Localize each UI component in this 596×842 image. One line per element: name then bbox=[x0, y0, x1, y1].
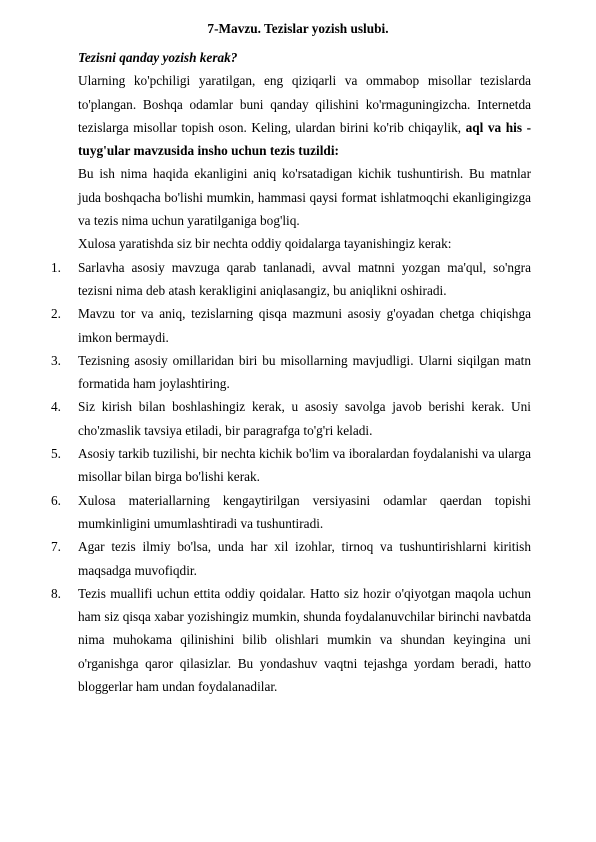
section-subtitle: Tezisni qanday yozish kerak? bbox=[78, 50, 238, 65]
list-item bbox=[51, 489, 531, 536]
list-item bbox=[51, 442, 531, 489]
intro-text: Ularning ko'pchiligi yaratilgan, eng qiziqarli va ommabop misollar tezislarda to'plangan. Boshqa odamlar buni qanday qilishini ko'rmaguningizcha. Internetda tezislarga misollar topish oson. Keling, ulardan birini ko'rib chiqaylik, bbox=[78, 73, 531, 135]
list-item-number: 4. bbox=[51, 399, 61, 415]
list-item bbox=[51, 302, 531, 349]
list-item-text: Tezisning asosiy omillaridan biri bu misollarning mavjudligi. Ularni siqilgan matn formatida ham joylashtiring. bbox=[78, 352, 531, 392]
list-item-number: 3. bbox=[51, 352, 61, 368]
document-title: 7-Mavzu. Tezislar yozish uslubi. bbox=[207, 21, 389, 36]
list-item-number: 2. bbox=[51, 306, 61, 322]
list-item bbox=[51, 395, 531, 442]
list-item bbox=[51, 256, 531, 303]
list-item-number: 1. bbox=[51, 259, 61, 275]
list-item-text: Siz kirish bilan boshlashingiz kerak, u asosiy savolga javob berishi kerak. Uni cho'zmaslik tavsiya etiladi, bir paragrafga to'g'ri keladi. bbox=[78, 399, 531, 438]
list-item-text: Xulosa materiallarning kengaytirilgan versiyasini odamlar qaerdan topishi mumkinligini umumlashtiradi va tushuntiradi. bbox=[78, 492, 531, 531]
list-item-number: 5. bbox=[51, 446, 61, 462]
document-body bbox=[51, 46, 531, 698]
list-item-number: 8. bbox=[51, 585, 61, 601]
list-item-number: 7. bbox=[51, 539, 61, 555]
list-item-text: Tezis muallifi uchun ettita oddiy qoidalar. Hatto siz hozir o'qiyotgan maqola uchun ham siz qisqa xabar yozishingiz mumkin, shunda foydalanuvchilar birinchi navbatda nima muhokama qilinishini bilib olishlari mumkin va shundan keyingina uni o'rganishga qaror qilasizlar. Bu yondashuv vaqtni tejashga yordam beradi, hatto bloggerlar ham undan foydalanadilar. bbox=[78, 585, 531, 695]
rules-intro-paragraph: Xulosa yaratishda siz bir nechta oddiy qoidalarga tayanishingiz kerak: bbox=[78, 236, 452, 252]
rules-list bbox=[51, 256, 531, 699]
list-item-text: Asosiy tarkib tuzilishi, bir nechta kichik bo'lim va iboralardan foydalanishi va ularga misollar bilan birga bo'lishi kerak. bbox=[78, 446, 531, 485]
list-item bbox=[51, 535, 531, 582]
list-item-text: Mavzu tor va aniq, tezislarning qisqa mazmuni asosiy g'oyadan chetga chiqishga imkon bermaydi. bbox=[78, 306, 531, 345]
list-item bbox=[51, 349, 531, 396]
intro-paragraph bbox=[78, 69, 531, 162]
explanation-paragraph: Bu ish nima haqida ekanligini aniq ko'rsatadigan kichik tushuntirish. Bu matnlar juda boshqacha bo'lishi mumkin, hammasi qaysi format ishlatmoqchi ekanligingizga va tezis nima uchun yaratilganiga bog'liq. bbox=[78, 166, 531, 229]
list-item bbox=[51, 582, 531, 698]
list-item-text: Agar tezis ilmiy bo'lsa, unda har xil izohlar, tirnoq va tushuntirishlarni kiritish maqsadga muvofiqdir. bbox=[78, 539, 531, 578]
list-item-number: 6. bbox=[51, 492, 61, 508]
intro-bold-text: aql va his -tuyg'ular mavzusida insho uchun tezis tuzildi: bbox=[78, 119, 531, 159]
list-item-text: Sarlavha asosiy mavzuga qarab tanlanadi, avval matnni yozgan ma'qul, so'ngra tezisni nima deb atash kerakligini aniqlasangiz, bu aniqlikni oshiradi. bbox=[78, 259, 531, 298]
